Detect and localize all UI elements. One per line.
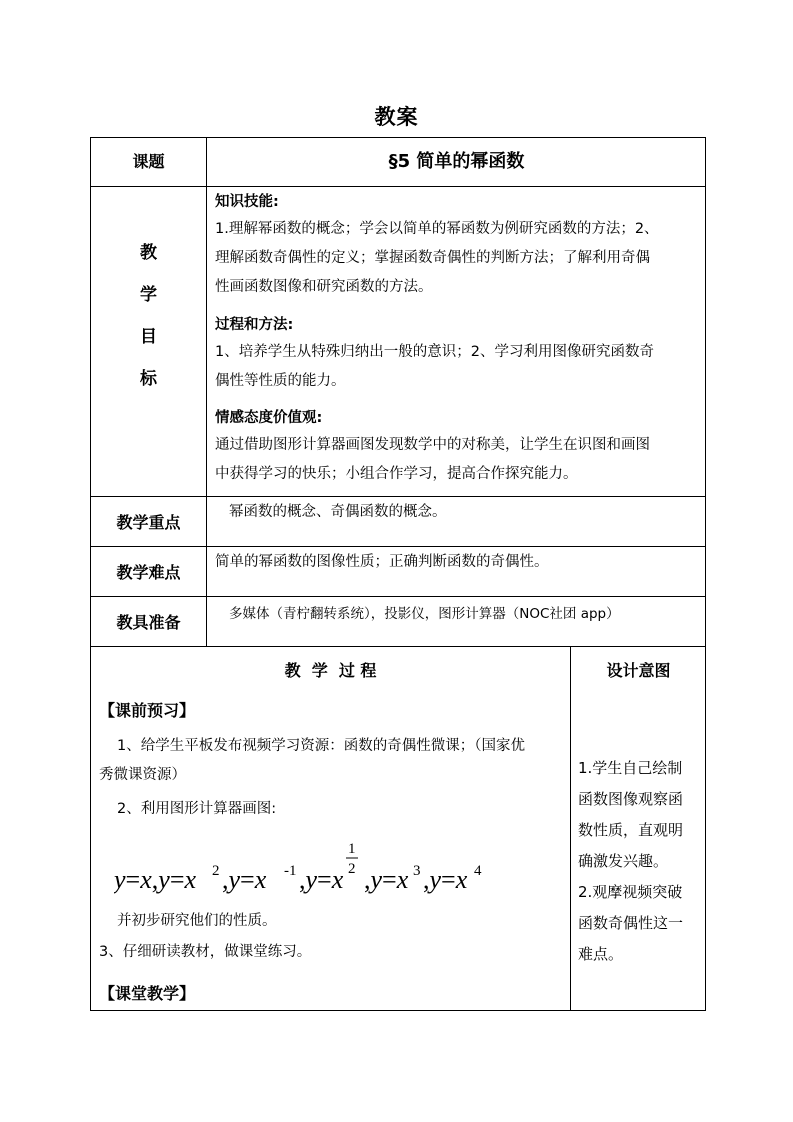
row-divider [90,186,706,187]
emotion-heading: 情感态度价值观: [215,410,323,426]
row-divider [90,646,706,647]
exponent-half-numerator: 1 [348,841,356,857]
key-points-label: 教学重点 [116,513,181,532]
row-divider [90,496,706,497]
formula-segment: ,y=x [299,865,344,894]
process-line: 偶性等性质的能力。 [215,373,346,389]
design-intent-line: 函数奇偶性这一 [578,914,684,932]
design-intent-line: 数性质，直观明 [578,821,684,839]
formula-segment: ,y=x [423,865,468,894]
exponent-neg1: -1 [284,863,297,879]
topic-label: 课题 [132,152,165,171]
after-formula-text: 并初步研究他们的性质。 [117,913,277,929]
class-teaching-title: 【课堂教学】 [99,984,196,1003]
process-header: 教 学 过 程 [284,661,377,680]
difficulty-label: 教学难点 [116,563,181,582]
document-title: 教案 [374,105,419,129]
goals-label-char: 目 [140,327,157,347]
design-intent-line: 确激发兴趣。 [578,852,669,870]
exponent-3: 3 [413,863,421,879]
goals-label-char: 标 [140,369,157,389]
emotion-line: 中获得学习的快乐；小组合作学习，提高合作探究能力。 [215,466,578,482]
knowledge-line: 理解函数奇偶性的定义；掌握函数奇偶性的判断方法；了解利用奇偶 [215,250,650,266]
column-divider [570,646,571,1011]
design-intent-line: 难点。 [578,945,624,963]
process-line: 1、培养学生从特殊归纳出一般的意识；2、学习利用图像研究函数奇 [215,344,654,360]
goals-label-char: 学 [140,285,157,305]
key-points-value: 幂函数的概念、奇偶函数的概念。 [229,504,447,520]
formula-segment: ,y=x [222,865,267,894]
row-divider [90,596,706,597]
difficulty-value: 简单的幂函数的图像性质；正确判断函数的奇偶性。 [215,554,549,570]
formula-segment: y=x,y=x [114,865,197,894]
preview-item: 2、利用图形计算器画图: [117,801,277,817]
tools-label: 教具准备 [116,613,181,632]
row-divider [90,546,706,547]
power-functions-formula [114,838,564,898]
goals-label-char: 教 [140,243,157,263]
exponent-4: 4 [474,863,482,879]
emotion-line: 通过借助图形计算器画图发现数学中的对称美，让学生在识图和画图 [215,437,650,453]
formula-segment: ,y=x [364,865,409,894]
knowledge-line: 1.理解幂函数的概念；学会以简单的幂函数为例研究函数的方法；2、 [215,221,659,237]
knowledge-line: 性画函数图像和研究函数的方法。 [215,279,433,295]
design-intent-header: 设计意图 [606,661,671,680]
exponent-half-denominator: 2 [348,861,356,877]
preview-item: 3、仔细研读教材，做课堂练习。 [99,944,312,960]
preview-item: 秀微课资源） [99,767,186,783]
exponent-2: 2 [212,863,220,879]
design-intent-line: 函数图像观察函 [578,790,684,808]
design-intent-line: 1.学生自己绘制 [578,759,683,777]
knowledge-heading: 知识技能: [215,194,279,210]
preview-section-title: 【课前预习】 [99,701,196,720]
tools-value: 多媒体（青柠翻转系统），投影仪，图形计算器（NOC社团 app） [229,606,620,622]
topic-value: §5 简单的幂函数 [388,151,525,172]
design-intent-line: 2.观摩视频突破 [578,883,683,901]
process-heading: 过程和方法: [215,317,294,333]
preview-item: 1、给学生平板发布视频学习资源：函数的奇偶性微课；（国家优 [117,738,525,754]
